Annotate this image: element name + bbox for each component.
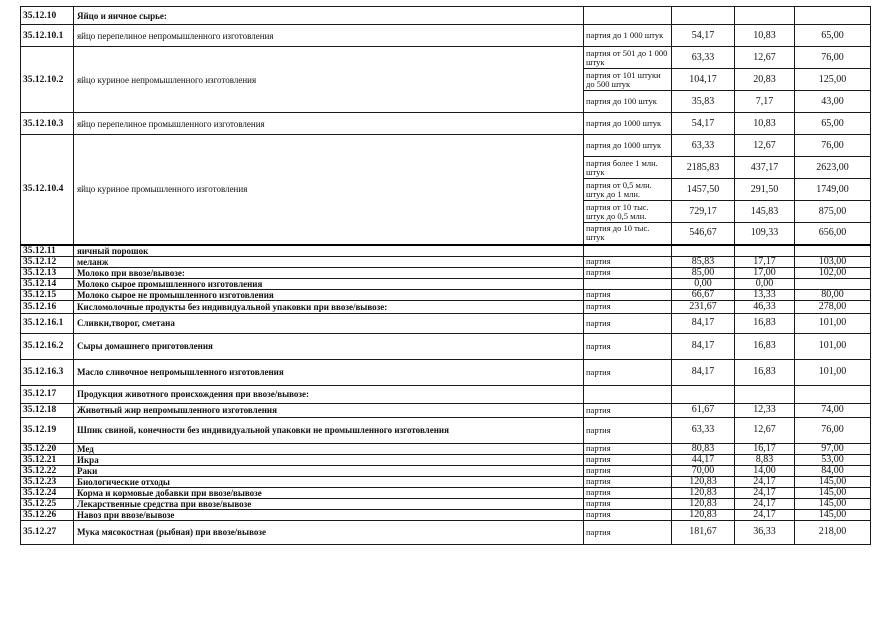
row-price-vat: 17,17 <box>735 256 795 267</box>
row-unit: партия <box>584 417 672 443</box>
row-unit: партия <box>584 289 672 300</box>
row-name: Кисломолочные продукты без индивидуальной упаковки при ввозе/вывозе: <box>74 300 584 313</box>
row-name: Корма и кормовые добавки при ввозе/вывозе <box>74 487 584 498</box>
row-price-net: 54,17 <box>672 113 735 135</box>
row-name: Масло сливочное непромышленного изготовления <box>74 359 584 385</box>
row-price-net: 546,67 <box>672 223 735 245</box>
row-price-total: 97,00 <box>795 443 871 454</box>
row-price-net: 120,83 <box>672 487 735 498</box>
row-code: 35.12.24 <box>21 487 74 498</box>
table-row <box>21 313 871 333</box>
row-price-net: 120,83 <box>672 498 735 509</box>
row-price-total <box>795 385 871 403</box>
table-row <box>21 245 871 257</box>
row-name: Продукция животного происхождения при ввозе/вывозе: <box>74 385 584 403</box>
row-name: Животный жир непромышленного изготовления <box>74 403 584 417</box>
row-price-vat: 12,67 <box>735 135 795 157</box>
row-price-total: 43,00 <box>795 91 871 113</box>
row-name: меланж <box>74 256 584 267</box>
row-price-total: 76,00 <box>795 417 871 443</box>
row-unit: партия <box>584 333 672 359</box>
row-price-net: 231,67 <box>672 300 735 313</box>
row-code: 35.12.18 <box>21 403 74 417</box>
row-price-total: 101,00 <box>795 359 871 385</box>
row-price-vat: 12,33 <box>735 403 795 417</box>
row-unit: партия от 0,5 млн. штук до 1 млн. <box>584 179 672 201</box>
row-unit: партия до 100 штук <box>584 91 672 113</box>
table-row <box>21 520 871 544</box>
row-code: 35.12.16.1 <box>21 313 74 333</box>
row-unit: партия <box>584 403 672 417</box>
table-row <box>21 417 871 443</box>
row-unit: партия <box>584 313 672 333</box>
row-unit <box>584 385 672 403</box>
row-price-vat: 24,17 <box>735 509 795 520</box>
row-name: Молоко сырое не промышленного изготовления <box>74 289 584 300</box>
table-row <box>21 278 871 289</box>
table-row <box>21 454 871 465</box>
row-code: 35.12.14 <box>21 278 74 289</box>
row-unit: партия <box>584 256 672 267</box>
row-price-total: 145,00 <box>795 498 871 509</box>
row-price-net: 84,17 <box>672 313 735 333</box>
row-unit: партия <box>584 487 672 498</box>
row-price-vat: 12,67 <box>735 47 795 69</box>
row-price-net: 85,83 <box>672 256 735 267</box>
table-row <box>21 113 871 135</box>
row-code: 35.12.15 <box>21 289 74 300</box>
row-name: яичный порошок <box>74 245 584 257</box>
row-price-net: 63,33 <box>672 417 735 443</box>
row-price-net: 61,67 <box>672 403 735 417</box>
row-code: 35.12.10.2 <box>21 47 74 113</box>
row-price-total: 103,00 <box>795 256 871 267</box>
row-unit: партия <box>584 498 672 509</box>
table-row <box>21 443 871 454</box>
row-name: Сливки,творог, сметана <box>74 313 584 333</box>
row-price-vat <box>735 245 795 257</box>
row-price-total: 65,00 <box>795 25 871 47</box>
row-price-net: 80,83 <box>672 443 735 454</box>
row-price-vat: 16,83 <box>735 333 795 359</box>
row-price-total: 80,00 <box>795 289 871 300</box>
row-unit: партия <box>584 443 672 454</box>
row-unit <box>584 245 672 257</box>
row-unit: партия более 1 млн. штук <box>584 157 672 179</box>
row-name: Навоз при ввозе/вывозе <box>74 509 584 520</box>
row-price-total <box>795 278 871 289</box>
row-price-net: 66,67 <box>672 289 735 300</box>
table-row <box>21 25 871 47</box>
row-price-vat: 17,00 <box>735 267 795 278</box>
row-name: Яйцо и яичное сырье: <box>74 7 584 25</box>
row-price-total: 101,00 <box>795 333 871 359</box>
table-row <box>21 47 871 69</box>
table-row <box>21 300 871 313</box>
row-unit <box>584 278 672 289</box>
row-code: 35.12.23 <box>21 476 74 487</box>
row-price-net <box>672 385 735 403</box>
row-code: 35.12.16.3 <box>21 359 74 385</box>
row-code: 35.12.20 <box>21 443 74 454</box>
row-price-total: 145,00 <box>795 509 871 520</box>
row-code: 35.12.10 <box>21 7 74 25</box>
row-price-total: 101,00 <box>795 313 871 333</box>
table-row <box>21 476 871 487</box>
row-price-total: 1749,00 <box>795 179 871 201</box>
row-name: Молоко сырое промышленного изготовления <box>74 278 584 289</box>
row-price-vat: 10,83 <box>735 113 795 135</box>
row-price-total: 102,00 <box>795 267 871 278</box>
row-unit: партия <box>584 359 672 385</box>
table-row <box>21 135 871 157</box>
row-name: Молоко при ввозе/вывозе: <box>74 267 584 278</box>
row-price-total <box>795 7 871 25</box>
row-unit: партия <box>584 454 672 465</box>
row-unit: партия до 1 000 штук <box>584 25 672 47</box>
row-code: 35.12.16 <box>21 300 74 313</box>
table-row <box>21 487 871 498</box>
row-price-total: 875,00 <box>795 201 871 223</box>
table-row <box>21 7 871 25</box>
row-price-net: 63,33 <box>672 47 735 69</box>
row-price-total: 76,00 <box>795 47 871 69</box>
row-price-vat: 145,83 <box>735 201 795 223</box>
row-price-net: 1457,50 <box>672 179 735 201</box>
row-price-vat: 0,00 <box>735 278 795 289</box>
row-price-vat: 13,33 <box>735 289 795 300</box>
row-price-net: 85,00 <box>672 267 735 278</box>
row-code: 35.12.17 <box>21 385 74 403</box>
table-row <box>21 498 871 509</box>
row-price-net: 54,17 <box>672 25 735 47</box>
row-unit: партия до 1000 штук <box>584 135 672 157</box>
row-price-total <box>795 245 871 257</box>
price-table-sheet <box>20 6 870 545</box>
row-price-vat: 16,83 <box>735 313 795 333</box>
row-code: 35.12.10.3 <box>21 113 74 135</box>
row-price-total: 84,00 <box>795 465 871 476</box>
row-unit: партия <box>584 465 672 476</box>
row-price-net: 104,17 <box>672 69 735 91</box>
row-price-vat: 14,00 <box>735 465 795 476</box>
row-price-vat: 437,17 <box>735 157 795 179</box>
row-code: 35.12.22 <box>21 465 74 476</box>
row-price-vat: 24,17 <box>735 476 795 487</box>
row-price-vat <box>735 7 795 25</box>
row-unit: партия <box>584 476 672 487</box>
row-price-net: 35,83 <box>672 91 735 113</box>
table-row <box>21 509 871 520</box>
row-price-net <box>672 245 735 257</box>
row-price-vat: 24,17 <box>735 498 795 509</box>
row-price-net: 84,17 <box>672 359 735 385</box>
row-price-total: 278,00 <box>795 300 871 313</box>
table-row <box>21 267 871 278</box>
table-row <box>21 385 871 403</box>
row-name: Шпик свиной, конечности без индивидуальной упаковки не промышленного изготовления <box>74 417 584 443</box>
table-row <box>21 359 871 385</box>
row-price-total: 218,00 <box>795 520 871 544</box>
row-price-vat: 24,17 <box>735 487 795 498</box>
row-code: 35.12.10.1 <box>21 25 74 47</box>
row-name: Сыры домашнего приготовления <box>74 333 584 359</box>
row-price-net: 120,83 <box>672 476 735 487</box>
row-unit <box>584 7 672 25</box>
row-price-vat: 20,83 <box>735 69 795 91</box>
row-price-net: 181,67 <box>672 520 735 544</box>
row-unit: партия <box>584 267 672 278</box>
row-name: яйцо перепелиное промышленного изготовления <box>74 113 584 135</box>
row-unit: партия от 10 тыс. штук до 0,5 млн. <box>584 201 672 223</box>
row-name: Раки <box>74 465 584 476</box>
row-name: яйцо куриное непромышленного изготовления <box>74 47 584 113</box>
row-price-vat: 46,33 <box>735 300 795 313</box>
row-price-total: 145,00 <box>795 476 871 487</box>
row-price-vat: 12,67 <box>735 417 795 443</box>
row-price-total: 65,00 <box>795 113 871 135</box>
row-unit: партия <box>584 509 672 520</box>
row-code: 35.12.25 <box>21 498 74 509</box>
row-name: Лекарственные средства при ввозе/вывозе <box>74 498 584 509</box>
table-row <box>21 465 871 476</box>
row-name: яйцо куриное промышленного изготовления <box>74 135 584 245</box>
row-code: 35.12.21 <box>21 454 74 465</box>
row-price-net: 70,00 <box>672 465 735 476</box>
row-price-vat <box>735 385 795 403</box>
table-row <box>21 256 871 267</box>
row-price-total: 145,00 <box>795 487 871 498</box>
row-code: 35.12.27 <box>21 520 74 544</box>
row-price-net: 2185,83 <box>672 157 735 179</box>
row-unit: партия от 101 штуки до 500 штук <box>584 69 672 91</box>
row-price-total: 76,00 <box>795 135 871 157</box>
row-unit: партия <box>584 520 672 544</box>
price-table-body <box>21 7 871 545</box>
row-code: 35.12.19 <box>21 417 74 443</box>
row-name: Биологические отходы <box>74 476 584 487</box>
row-price-vat: 291,50 <box>735 179 795 201</box>
table-row <box>21 289 871 300</box>
row-price-vat: 16,17 <box>735 443 795 454</box>
row-price-vat: 7,17 <box>735 91 795 113</box>
row-code: 35.12.11 <box>21 245 74 257</box>
row-price-total: 53,00 <box>795 454 871 465</box>
row-price-net: 729,17 <box>672 201 735 223</box>
row-price-vat: 109,33 <box>735 223 795 245</box>
row-price-net <box>672 7 735 25</box>
row-price-total: 74,00 <box>795 403 871 417</box>
row-name: Мед <box>74 443 584 454</box>
row-unit: партия <box>584 300 672 313</box>
row-code: 35.12.26 <box>21 509 74 520</box>
row-price-vat: 16,83 <box>735 359 795 385</box>
row-price-net: 84,17 <box>672 333 735 359</box>
row-code: 35.12.13 <box>21 267 74 278</box>
row-price-net: 0,00 <box>672 278 735 289</box>
row-name: Мука мясокостная (рыбная) при ввозе/вывозе <box>74 520 584 544</box>
row-price-vat: 8,83 <box>735 454 795 465</box>
row-price-net: 63,33 <box>672 135 735 157</box>
row-price-total: 125,00 <box>795 69 871 91</box>
row-price-total: 2623,00 <box>795 157 871 179</box>
row-price-vat: 36,33 <box>735 520 795 544</box>
row-code: 35.12.10.4 <box>21 135 74 245</box>
table-row <box>21 333 871 359</box>
row-name: Икра <box>74 454 584 465</box>
row-price-net: 44,17 <box>672 454 735 465</box>
table-row <box>21 403 871 417</box>
row-code: 35.12.16.2 <box>21 333 74 359</box>
price-table <box>20 6 871 545</box>
row-price-net: 120,83 <box>672 509 735 520</box>
row-unit: партия до 10 тыс. штук <box>584 223 672 245</box>
row-unit: партия от 501 до 1 000 штук <box>584 47 672 69</box>
row-code: 35.12.12 <box>21 256 74 267</box>
row-name: яйцо перепелиное непромышленного изготовления <box>74 25 584 47</box>
row-unit: партия до 1000 штук <box>584 113 672 135</box>
row-price-vat: 10,83 <box>735 25 795 47</box>
row-price-total: 656,00 <box>795 223 871 245</box>
